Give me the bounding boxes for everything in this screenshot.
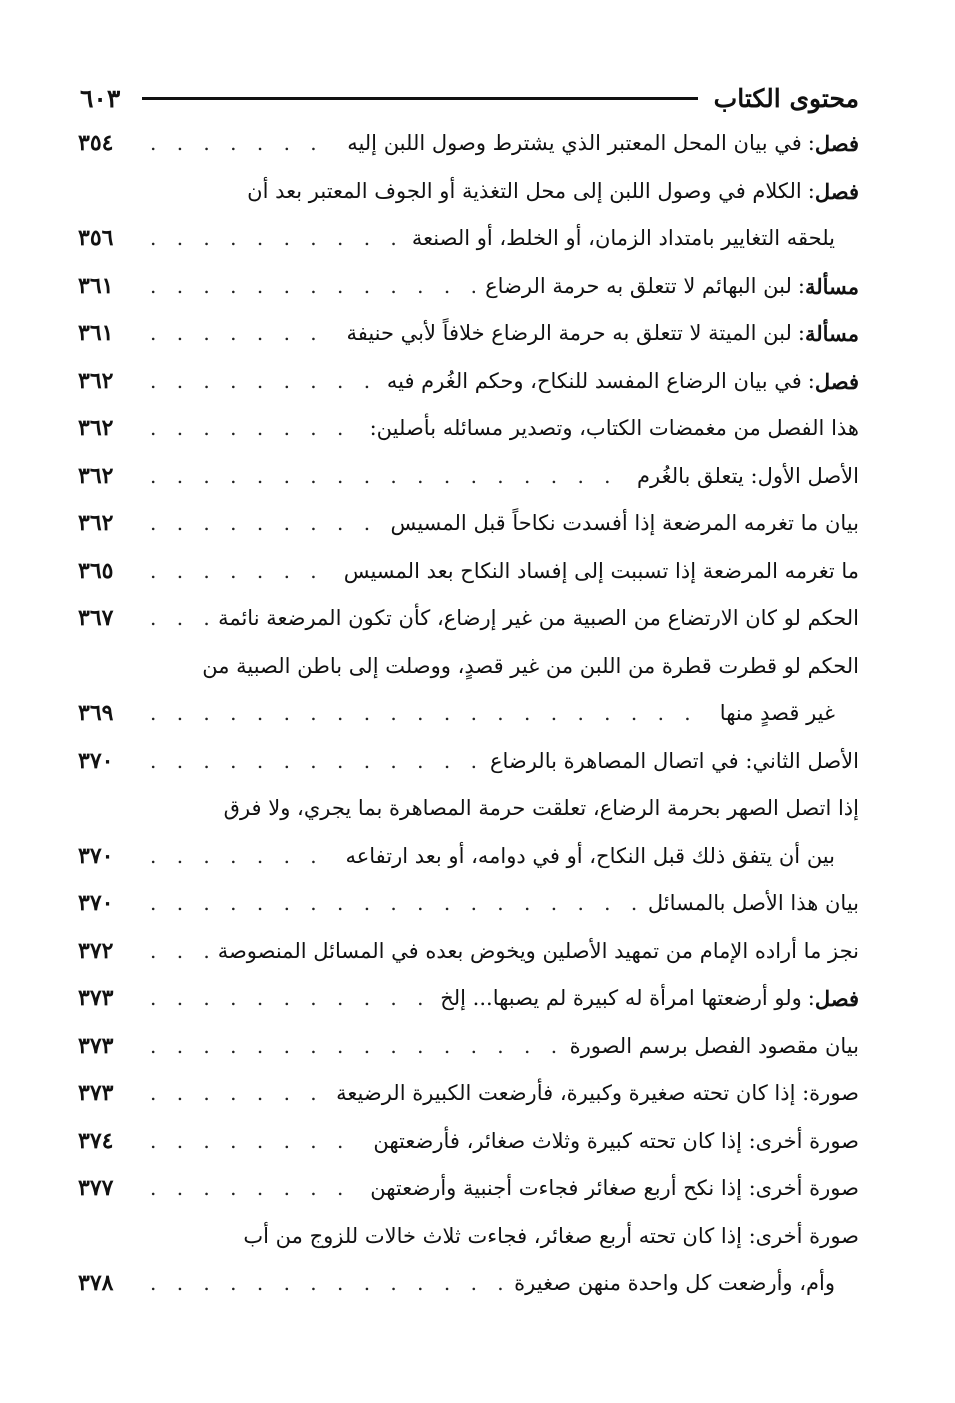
toc-entry[interactable] (78, 595, 859, 643)
dot-leader (150, 595, 208, 643)
entry-title: إذا اتصل الصهر بحرمة الرضاع، تعلقت حرمة المصاهرة بما يجري، ولا فرق (223, 796, 859, 820)
entry-page: ٣٧٢ (78, 937, 114, 964)
entry-title: بين أن يتفق ذلك قبل النكاح، أو في دوامه، أو بعد ارتفاعه (345, 843, 835, 868)
entry-label: فصل (814, 178, 859, 204)
toc-entry[interactable] (78, 928, 859, 976)
entry-page: ٣٥٤ (78, 130, 114, 156)
toc-entry[interactable] (78, 358, 859, 406)
table-of-contents (78, 120, 859, 1308)
entry-separator: : (797, 273, 805, 298)
toc-entry[interactable] (78, 263, 859, 311)
entry-page: ٣٦٥ (78, 557, 114, 584)
entry-separator: : (797, 321, 805, 345)
entry-label: فصل (814, 986, 859, 1011)
entry-page: ٣٦٢ (78, 462, 114, 489)
entry-page: ٣٦١ (78, 272, 114, 299)
dot-leader (150, 500, 381, 548)
toc-entry[interactable] (78, 643, 859, 691)
entry-separator: : (807, 986, 815, 1010)
entry-page: ٣٧٣ (78, 1080, 114, 1106)
toc-entry[interactable] (78, 1070, 859, 1118)
entry-title: الكلام في وصول اللبن إلى محل التغذية أو الجوف المعتبر بعد أن (247, 178, 802, 203)
entry-page: ٣٦١ (78, 320, 114, 346)
toc-entry[interactable] (78, 500, 859, 548)
entry-title: صورة أخرى: إذا كان تحته أربع صغائر، فجاءت ثلاث خالات للزوج من أب (243, 1223, 859, 1248)
dot-leader (150, 548, 334, 596)
dot-leader (150, 215, 402, 263)
entry-title: صورة أخرى: إذا كان تحته كبيرة وثلاث صغائر، فأرضعتهن (373, 1128, 859, 1153)
entry-page: ٣٧٠ (78, 890, 114, 916)
toc-entry-continuation[interactable] (78, 215, 859, 263)
entry-title: الحكم لو كان الارتضاع من الصبية من غير إرضاع، كأن تكون المرضعة نائمة (218, 606, 859, 630)
dot-leader (150, 1118, 363, 1166)
entry-label: فصل (814, 368, 859, 394)
entry-label: مسألة (804, 273, 859, 299)
entry-page: ٣٧٧ (78, 1175, 114, 1201)
dot-leader (150, 833, 335, 881)
toc-entry-continuation[interactable] (78, 1260, 859, 1308)
dot-leader (150, 1070, 326, 1118)
entry-page: ٣٧٠ (78, 747, 114, 774)
toc-entry[interactable] (78, 1165, 859, 1213)
entry-separator: : (807, 131, 815, 155)
dot-leader (150, 928, 208, 976)
dot-leader (150, 880, 638, 928)
toc-entry[interactable] (78, 168, 859, 216)
dot-leader (150, 690, 710, 738)
dot-leader (150, 1165, 360, 1213)
running-title: محتوى الكتاب (713, 83, 859, 113)
entry-title: نجز ما أراده الإمام من تمهيد الأصلين ويخوض بعده في المسائل المنصوصة (217, 938, 859, 963)
toc-entry[interactable] (78, 120, 859, 168)
dot-leader (150, 975, 430, 1023)
entry-page: ٣٦٢ (78, 510, 114, 536)
entry-title: لبن البهائم لا تتعلق به حرمة الرضاع (485, 273, 792, 298)
entry-title: في بيان الرضاع المفسد للنكاح، وحكم الغُرم فيه (386, 368, 802, 393)
entry-page: ٣٧٣ (78, 985, 114, 1011)
toc-entry[interactable] (78, 785, 859, 833)
entry-title: الأصل الأول: يتعلق بالغُرم (637, 463, 859, 488)
entry-title: بيان مقصود الفصل برسم الصورة (569, 1033, 859, 1058)
dot-leader (150, 120, 337, 168)
toc-entry-continuation[interactable] (78, 833, 859, 881)
dot-leader (150, 358, 377, 406)
entry-page: ٣٦٢ (78, 367, 114, 394)
dot-leader (150, 1260, 504, 1308)
entry-title: في بيان المحل المعتبر الذي يشترط وصول اللبن إليه (347, 131, 802, 155)
entry-title: لبن الميتة لا تتعلق به حرمة الرضاع خلافاً لأبي حنيفة (346, 321, 792, 345)
toc-entry[interactable] (78, 1023, 859, 1071)
entry-label: مسألة (804, 321, 859, 346)
toc-entry[interactable] (78, 1213, 859, 1261)
toc-entry[interactable] (78, 548, 859, 596)
toc-entry[interactable] (78, 453, 859, 501)
entry-page: ٣٧٠ (78, 842, 114, 869)
page-header (80, 74, 859, 122)
entry-title: هذا الفصل من مغمضات الكتاب، وتصدير مسائله بأصلين: (369, 416, 859, 440)
page-number: ٦٠٣ (80, 83, 121, 113)
entry-separator: : (807, 368, 815, 393)
toc-entry[interactable] (78, 975, 859, 1023)
entry-title: وأم، وأرضعت كل واحدة منهن صغيرة (514, 1271, 835, 1295)
entry-title: ولو أرضعتها امرأة له كبيرة لم يصبها... إلخ (440, 986, 802, 1010)
entry-page: ٣٧٨ (78, 1270, 114, 1296)
toc-entry[interactable] (78, 310, 859, 358)
toc-entry[interactable] (78, 405, 859, 453)
entry-title: ما تغرمه المرضعة إذا تسببت إلى إفساد النكاح بعد المسيس (343, 558, 859, 583)
entry-title: بيان ما تغرمه المرضعة إذا أفسدت نكاحاً قبل المسيس (390, 511, 859, 535)
header-rule (142, 97, 697, 100)
entry-label: فصل (814, 131, 859, 156)
toc-entry-continuation[interactable] (78, 690, 859, 738)
toc-entry[interactable] (78, 738, 859, 786)
dot-leader (150, 738, 480, 786)
entry-page: ٣٧٣ (78, 1032, 114, 1059)
entry-title: صورة: إذا كان تحته صغيرة وكبيرة، فأرضعت الكبيرة الرضيعة (336, 1081, 859, 1105)
entry-page: ٣٥٦ (78, 225, 114, 251)
entry-title: بيان هذا الأصل بالمسائل (647, 891, 859, 915)
entry-page: ٣٧٤ (78, 1127, 114, 1154)
dot-leader (150, 310, 336, 358)
entry-title: صورة أخرى: إذا نكح أربع صغائر فجاءت أجنبية وأرضعتهن (370, 1176, 859, 1200)
dot-leader (150, 453, 627, 501)
entry-title: غير قصدٍ منها (719, 701, 835, 725)
toc-entry[interactable] (78, 1118, 859, 1166)
dot-leader (150, 405, 360, 453)
entry-separator: : (807, 178, 815, 203)
entry-page: ٣٦٢ (78, 415, 114, 441)
entry-page: ٣٦٧ (78, 605, 114, 631)
entry-page: ٣٦٩ (78, 700, 114, 726)
entry-title: يلحقه التغايير بامتداد الزمان، أو الخلط، أو الصنعة (411, 226, 835, 250)
toc-entry[interactable] (78, 880, 859, 928)
entry-title: الحكم لو قطرت قطرة من اللبن من غير قصدٍ، ووصلت إلى باطن الصبية من (202, 653, 859, 678)
dot-leader (150, 263, 475, 311)
dot-leader (150, 1023, 560, 1071)
entry-title: الأصل الثاني: في اتصال المصاهرة بالرضاع (489, 748, 859, 773)
